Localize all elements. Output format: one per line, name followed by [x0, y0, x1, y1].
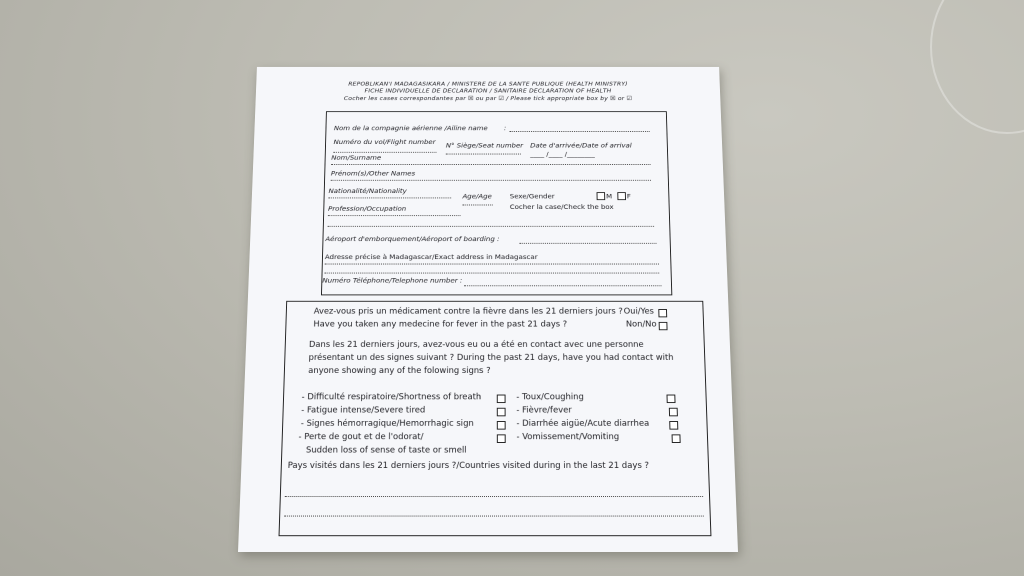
gender-female-checkbox[interactable]: [617, 192, 626, 200]
header-instructions: Cocher les cases correspondantes par ☒ ou par ☑ / Please tick appropriate box by ☒ or ☑: [343, 94, 633, 102]
nationality-field[interactable]: [328, 197, 451, 198]
fever-yes-checkbox[interactable]: [658, 309, 667, 317]
phone-label: Numéro Téléphone/Telephone number :: [322, 276, 463, 285]
boarding-airport-field[interactable]: [519, 243, 656, 244]
header-ministry: REPOBLIKAN'I MADAGASIKARA / MINISTERE DE LA SANTE PUBLIQUE (HEALTH MINISTRY): [348, 80, 628, 88]
sign-shortness-breath: - Difficulté respiratoire/Shortness of breath: [301, 392, 482, 403]
no-label: Non/No: [625, 320, 657, 330]
address-line-2: [324, 273, 659, 274]
contact-question-line3: anyone showing any of the folowing signs ?: [308, 366, 491, 376]
other-names-field[interactable]: [331, 180, 651, 181]
fever-question-en: Have you taken any medecine for fever in the past 21 days ?: [313, 320, 568, 330]
vomiting-checkbox[interactable]: [672, 434, 681, 443]
flight-number-field[interactable]: [333, 152, 436, 153]
airline-field[interactable]: [509, 131, 649, 132]
seat-tray-edge: [930, 0, 1024, 134]
sign-fever: - Fièvre/fever: [516, 405, 572, 416]
sign-taste-smell-en: Sudden loss of sense of taste or smell: [305, 445, 467, 456]
occupation-field[interactable]: [328, 215, 461, 216]
other-names-label: Prénom(s)/Other Names: [330, 169, 416, 178]
sign-vomiting: - Vomissement/Vomiting: [516, 432, 620, 443]
fever-no-checkbox[interactable]: [659, 322, 668, 330]
severe-tired-checkbox[interactable]: [497, 408, 506, 417]
surname-field[interactable]: [331, 164, 650, 165]
check-box-hint: Cocher la case/Check the box: [509, 202, 614, 211]
arrival-date-field[interactable]: ____ /____ /________: [530, 150, 595, 158]
age-label: Age/Age: [462, 192, 492, 201]
nationality-label: Nationalité/Nationality: [328, 186, 407, 195]
address-field[interactable]: [325, 264, 659, 265]
sign-coughing: - Toux/Coughing: [516, 392, 584, 403]
boarding-airport-label: Aéroport d'emborquement/Aéroport of boarding :: [325, 234, 500, 243]
taste-smell-checkbox[interactable]: [497, 434, 506, 443]
coughing-checkbox[interactable]: [667, 395, 676, 403]
seat-number-field[interactable]: [446, 154, 521, 155]
yes-label: Oui/Yes: [623, 307, 655, 317]
fever-question-fr: Avez-vous pris un médicament contre la fièvre dans les 21 derniers jours ?: [313, 307, 623, 317]
surname-label: Nom/Surname: [331, 153, 382, 162]
airline-colon: :: [503, 124, 507, 132]
gender-male-label: M: [605, 192, 613, 201]
shortness-breath-checkbox[interactable]: [497, 395, 506, 403]
phone-field[interactable]: [464, 285, 661, 286]
sign-diarrhea: - Diarrhée aigüe/Acute diarrhea: [516, 419, 650, 429]
header-title: FICHE INDIVIDUELLE DE DECLARATION / SANITAIRE DECLARATION OF HEALTH: [364, 87, 612, 95]
sign-hemorrhagic: - Signes hémorragique/Hemorrhagic sign: [300, 419, 474, 429]
flight-number-label: Numéro du vol/Flight number: [333, 137, 436, 146]
contact-question-line2: présentant un des signes suivant ? During the past 21 days, have you had contact with: [308, 353, 674, 363]
sign-taste-smell: - Perte de gout et de l'odorat/: [298, 432, 424, 443]
form-header: [256, 67, 721, 102]
gender-male-checkbox[interactable]: [597, 192, 606, 200]
diarrhea-checkbox[interactable]: [669, 421, 678, 430]
occupation-line-2: [328, 226, 655, 227]
health-declaration-form: [238, 67, 738, 552]
countries-visited-label: Pays visités dans les 21 derniers jours ?/Countries visited during in the last 21 days ?: [287, 461, 650, 471]
fever-checkbox[interactable]: [669, 408, 678, 417]
countries-field-line2[interactable]: [284, 516, 704, 517]
hemorrhagic-checkbox[interactable]: [497, 421, 506, 430]
address-label: Adresse précise à Madagascar/Exact address in Madagascar: [324, 252, 538, 261]
sign-severe-tired: - Fatigue intense/Severe tired: [301, 405, 426, 416]
gender-female-label: F: [626, 192, 631, 201]
age-field[interactable]: [462, 205, 492, 206]
contact-question-line1: Dans les 21 derniers jours, avez-vous eu ou a été en contact avec une personne: [308, 340, 644, 350]
occupation-label: Profession/Occupation: [327, 204, 407, 213]
health-questions-section: [279, 301, 712, 536]
countries-field-line1[interactable]: [285, 496, 703, 497]
airline-label: Nom de la compagnie aérienne /Ailine name: [333, 124, 488, 132]
gender-label: Sexe/Gender: [509, 192, 555, 201]
seat-number-label: N° Siège/Seat number: [445, 141, 524, 150]
arrival-date-label: Date d'arrivée/Date of arrival: [530, 141, 632, 150]
passenger-info-section: [321, 111, 672, 295]
